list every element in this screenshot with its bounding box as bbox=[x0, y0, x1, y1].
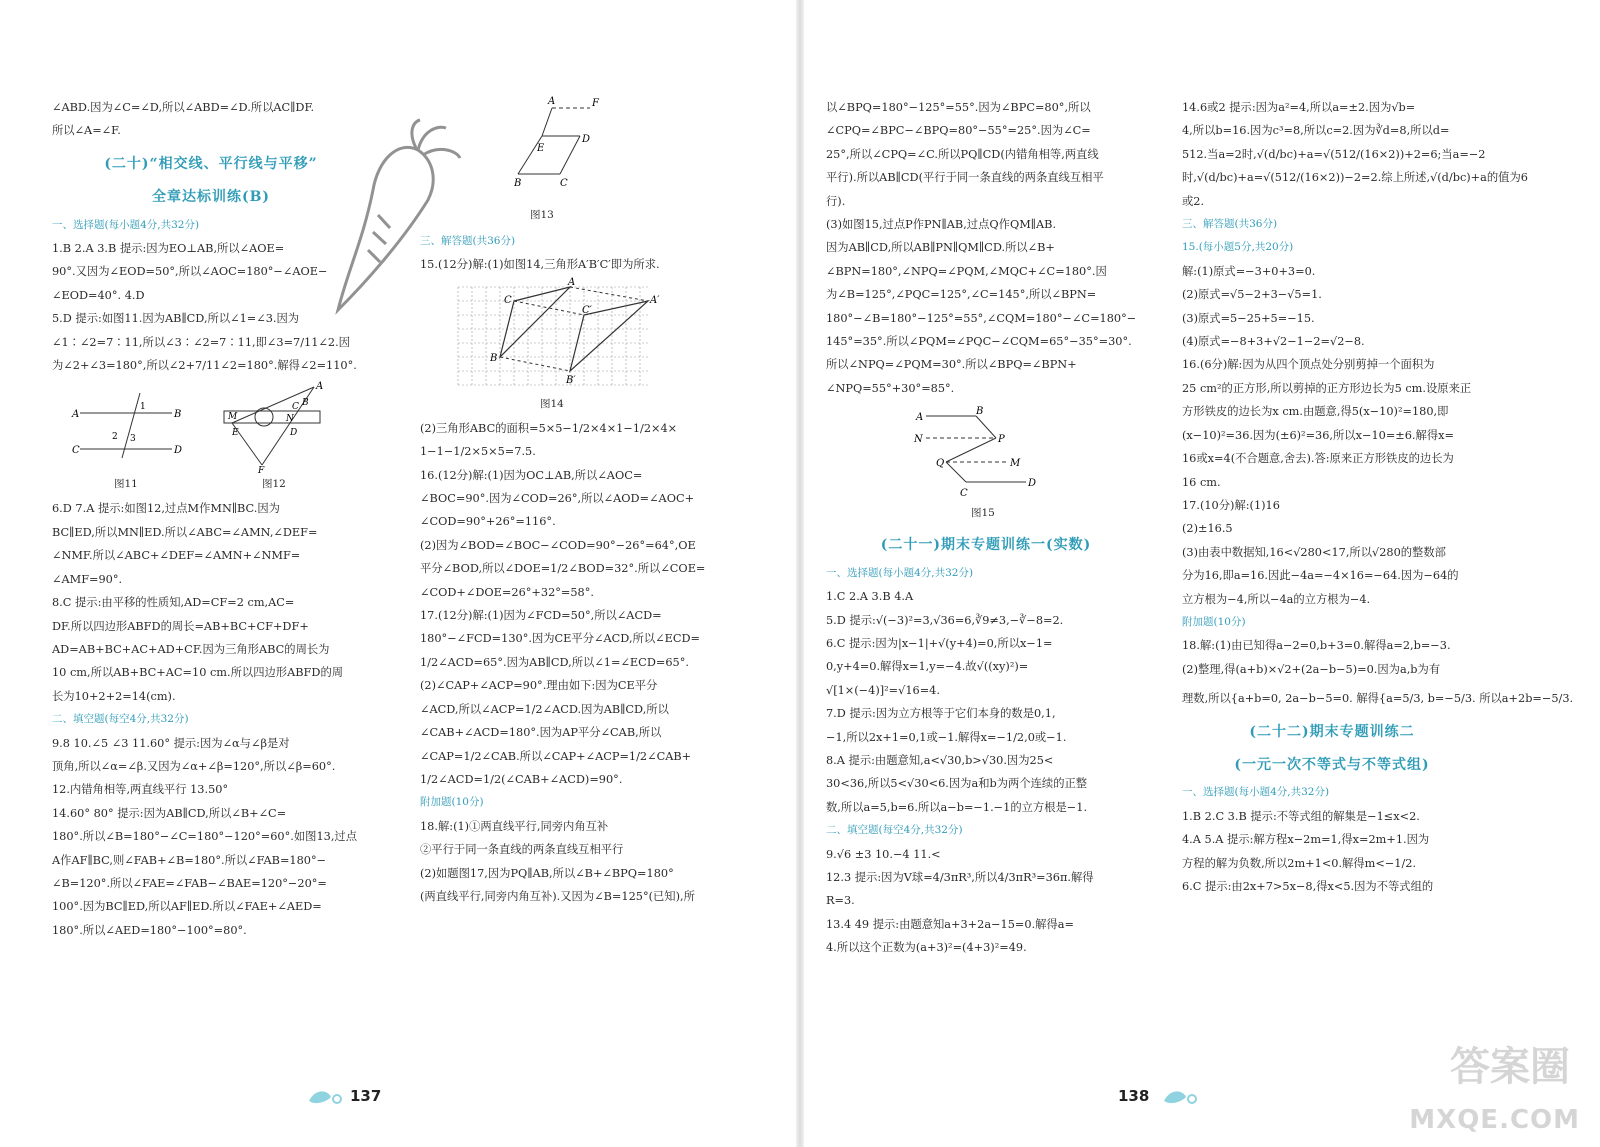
text-line: 180°−∠B=180°−125°=55°,∠CQM=180°−∠C=180°− bbox=[826, 311, 1137, 325]
svg-text:F: F bbox=[258, 466, 265, 477]
text-line: 1.B 2.A 3.B 提示:因为EO⊥AB,所以∠AOE= bbox=[52, 242, 285, 256]
text-line: ∠BOC=90°.因为∠COD=26°,所以∠AOD=∠AOC+ bbox=[420, 492, 695, 506]
text-line: 16或x=4(不合题意,舍去).答:原来正方形铁皮的边长为 bbox=[1182, 452, 1454, 466]
text-line: 12.内错角相等,两直线平行 13.50° bbox=[52, 783, 229, 797]
text-line: 512.当a=2时,√(d/bc)+a=√(512/(16×2))+2=6;当a=−2 bbox=[1182, 147, 1486, 161]
section-subtitle: 全章达标训练(B) bbox=[151, 189, 271, 206]
text-line: AD=AB+BC+AC+AD+CF.因为三角形ABC的周长为 bbox=[52, 642, 330, 656]
figure-13-drawing bbox=[420, 96, 720, 206]
text-line: 5.D 提示:如图11.因为AB∥CD,所以∠1=∠3.因为 bbox=[52, 312, 300, 326]
svg-text:N: N bbox=[914, 434, 923, 446]
text-line: ∠NMF.所以∠ABC+∠DEF=∠AMN+∠NMF= bbox=[52, 549, 301, 563]
text-line: ∠CAB+∠ACD=180°.因为AP平分∠CAB,所以 bbox=[420, 726, 662, 740]
text-line: 以∠BPQ=180°−125°=55°.因为∠BPC=80°,所以 bbox=[826, 101, 1091, 114]
figure-caption: 图11 bbox=[114, 478, 138, 491]
text-line: 长为10+2+2=14(cm). bbox=[52, 689, 176, 703]
svg-text:B: B bbox=[302, 398, 309, 409]
text-line: 1.B 2.C 3.B 提示:不等式组的解集是−1≤x<2. bbox=[1182, 809, 1420, 823]
text-line: 90°.又因为∠EOD=50°,所以∠AOC=180°−∠AOE− bbox=[52, 265, 328, 279]
svg-text:C: C bbox=[960, 488, 968, 500]
leaf-decoration-icon bbox=[305, 1085, 345, 1107]
text-line: −1,所以2x+1=0,1或−1.解得x=−1/2,0或−1. bbox=[826, 730, 1067, 744]
text-line: 8.C 提示:由平移的性质知,AD=CF=2 cm,AC= bbox=[52, 596, 295, 610]
svg-text:A: A bbox=[72, 409, 80, 421]
text-line: ∠ACD,所以∠ACP=1/2∠ACD.因为AB∥CD,所以 bbox=[420, 702, 669, 716]
text-line: ∠CAP=1/2∠CAB.所以∠CAP+∠ACP=1/2∠CAB+ bbox=[420, 749, 692, 763]
text-line: 15.(12分)解:(1)如图14,三角形A′B′C′即为所求. bbox=[420, 258, 660, 272]
section-title: (二十)“相交线、平行线与平移” bbox=[104, 155, 318, 172]
svg-text:C: C bbox=[504, 294, 512, 306]
svg-text:M: M bbox=[228, 412, 238, 423]
section-heading: 三、解答题(共36分) bbox=[1182, 218, 1278, 231]
text-line: ∠EOD=40°. 4.D bbox=[52, 288, 145, 302]
text-line: (2)原式=√5−2+3−√5=1. bbox=[1182, 288, 1322, 302]
svg-text:D: D bbox=[1028, 478, 1037, 490]
svg-text:A: A bbox=[916, 412, 924, 424]
figure-15-drawing bbox=[826, 406, 1146, 502]
svg-text:B: B bbox=[490, 352, 498, 364]
section-heading: 二、填空题(每空4分,共32分) bbox=[826, 824, 963, 837]
text-line: (两直线平行,同旁内角互补).又因为∠B=125°(已知),所 bbox=[420, 889, 695, 903]
figure-11-12 bbox=[52, 383, 370, 491]
text-line: (2)±16.5 bbox=[1182, 522, 1233, 536]
text-line: (2)因为∠BOD=∠BOC−∠COD=90°−26°=64°,OE bbox=[420, 538, 696, 552]
text-line: 0,y+4=0.解得x=1,y=−4.故√((xy)²)= bbox=[826, 660, 1029, 674]
text-line: 145°=35°.所以∠PQM=∠PQC−∠CQM=65°−35°=30°. bbox=[826, 335, 1132, 349]
text-line: ∠BPN=180°,∠NPQ=∠PQM,∠MQC+∠C=180°.因 bbox=[826, 264, 1107, 278]
text-line: ∠CPQ=∠BPC−∠BPQ=80°−55°=25°.因为∠C= bbox=[826, 124, 1091, 138]
figure-caption: 图15 bbox=[971, 507, 995, 520]
watermark-logo bbox=[1390, 1035, 1580, 1135]
section-title: (二十一)期末专题训练一(实数) bbox=[880, 537, 1092, 554]
figure-14-grid bbox=[420, 276, 720, 393]
svg-text:1: 1 bbox=[140, 402, 146, 413]
svg-text:A: A bbox=[548, 96, 556, 107]
text-line: 180°.所以∠AED=180°−100°=80°. bbox=[52, 923, 247, 937]
figure-14 bbox=[420, 276, 720, 411]
text-line: 30<36,所以5<√30<6.因为a和b为两个连续的正整 bbox=[826, 777, 1088, 791]
watermark-url: MXQE.COM bbox=[1409, 1105, 1580, 1135]
text-line: 17.(10分)解:(1)16 bbox=[1182, 498, 1280, 512]
section-heading: 二、填空题(每空4分,共32分) bbox=[52, 713, 189, 726]
text-line: 方程的解为负数,所以2m+1<0.解得m<−1/2. bbox=[1182, 856, 1417, 870]
text-line: 180°−∠FCD=130°.因为CE平分∠ACD,所以∠ECD= bbox=[420, 632, 701, 646]
text-line: 100°.因为BC∥ED,所以AF∥ED.所以∠FAE+∠AED= bbox=[52, 900, 322, 914]
svg-text:B: B bbox=[976, 406, 984, 418]
svg-text:C: C bbox=[560, 178, 568, 189]
text-line: ∠NPQ=55°+30°=85°. bbox=[826, 381, 955, 395]
text-line: 1/2∠ACD=65°.因为AB∥CD,所以∠1=∠ECD=65°. bbox=[420, 655, 689, 669]
svg-text:N: N bbox=[286, 414, 294, 425]
figure-caption: 图13 bbox=[530, 209, 554, 221]
section-heading: 附加题(10分) bbox=[1182, 615, 1246, 628]
page-number-right: 138 bbox=[1118, 1087, 1150, 1105]
figure-caption: 图14 bbox=[540, 397, 564, 410]
text-line: (2)整理,得(a+b)×√2+(2a−b−5)=0.因为a,b为有 bbox=[1182, 662, 1441, 676]
text-line: 16 cm. bbox=[1182, 475, 1221, 489]
text-line: 13.4 49 提示:由题意知a+3+2a−15=0.解得a= bbox=[826, 917, 1074, 931]
text-line: ∠AMF=90°. bbox=[52, 572, 123, 586]
text-line: (3)由表中数据知,16<√280<17,所以√280的整数部 bbox=[1182, 545, 1446, 559]
text-line: BC∥ED,所以MN∥ED.所以∠ABC=∠AMN,∠DEF= bbox=[52, 525, 318, 539]
svg-text:F: F bbox=[592, 98, 599, 109]
text-line: √[1×(−4)]²=√16=4. bbox=[826, 683, 940, 697]
section-heading: 附加题(10分) bbox=[420, 796, 484, 809]
text-line: (3)原式=5−25+5=−15. bbox=[1182, 311, 1315, 325]
text-line: (4)原式=−8+3+√2−1−2=√2−8. bbox=[1182, 335, 1365, 349]
svg-text:M: M bbox=[1010, 458, 1021, 470]
svg-text:A: A bbox=[316, 381, 324, 393]
leaf-decoration-icon bbox=[1160, 1085, 1200, 1107]
text-line: 8.A 提示:由题意知,a<√30,b>√30.因为25< bbox=[826, 753, 1054, 767]
text-line: 6.C 提示:由2x+7>5x−8,得x<5.因为不等式组的 bbox=[1182, 880, 1434, 893]
right-page-col1 bbox=[826, 96, 1146, 960]
svg-text:Q: Q bbox=[936, 458, 945, 470]
left-page-col2 bbox=[420, 90, 720, 908]
text-line: (3)如图15,过点P作PN∥AB,过点Q作QM∥AB. bbox=[826, 218, 1057, 232]
book-gutter bbox=[796, 0, 804, 1147]
text-line: 1−1−1/2×5×5=7.5. bbox=[420, 445, 536, 459]
text-line: 或2. bbox=[1182, 194, 1205, 208]
text-line: 16.(6分)解:因为从四个顶点处分别剪掉一个面积为 bbox=[1182, 358, 1435, 372]
svg-text:E: E bbox=[232, 428, 239, 439]
section-heading: 一、选择题(每小题4分,共32分) bbox=[826, 566, 974, 579]
text-line: 18.解:(1)由已知得a−2=0,b+3=0.解得a=2,b=−3. bbox=[1182, 639, 1451, 653]
text-line: A作AF∥BC,则∠FAB+∠B=180°.所以∠FAB=180°− bbox=[52, 853, 327, 867]
figure-caption: 图12 bbox=[262, 478, 286, 491]
text-line: 5.D 提示:√(−3)²=3,√36=6,∛9≠3,−∛−8=2. bbox=[826, 613, 1064, 627]
text-line: 数,所以a=5,b=6.所以a−b=−1.−1的立方根是−1. bbox=[826, 800, 1088, 814]
text-line: 平行).所以AB∥CD(平行于同一条直线的两条直线互相平 bbox=[826, 171, 1104, 185]
svg-text:D: D bbox=[174, 445, 183, 457]
text-line: (2)如题图17,因为PQ∥AB,所以∠B+∠BPQ=180° bbox=[420, 866, 674, 880]
text-line: 解:(1)原式=−3+0+3=0. bbox=[1182, 264, 1316, 278]
text-line: R=3. bbox=[826, 894, 855, 908]
text-line: 9.8 10.∠5 ∠3 11.60° 提示:因为∠α与∠β是对 bbox=[52, 736, 290, 750]
svg-text:A: A bbox=[568, 276, 576, 288]
svg-text:A′: A′ bbox=[650, 294, 660, 306]
text-line: 顶角,所以∠α=∠β.又因为∠α+∠β=120°,所以∠β=60°. bbox=[52, 759, 336, 773]
section-heading: 一、选择题(每小题4分,共32分) bbox=[1182, 786, 1330, 799]
text-line: 6.D 7.A 提示:如图12,过点M作MN∥BC.因为 bbox=[52, 502, 280, 516]
text-line: 14.6或2 提示:因为a²=4,所以a=±2.因为√b= bbox=[1182, 101, 1416, 114]
text-line: 4,所以b=16.因为c³=8,所以c=2.因为∛d=8,所以d= bbox=[1182, 124, 1450, 138]
text-line: 1.C 2.A 3.B 4.A bbox=[826, 590, 914, 604]
figure-11-12-drawing bbox=[52, 381, 362, 477]
svg-text:P: P bbox=[998, 434, 1005, 446]
text-line: DF.所以四边形ABFD的周长=AB+BC+CF+DF+ bbox=[52, 619, 309, 633]
text-line: 10 cm,所以AB+BC+AC=10 cm.所以四边形ABFD的周 bbox=[52, 666, 344, 680]
text-line: 18.解:(1)①两直线平行,同旁内角互补 bbox=[420, 819, 609, 833]
text-line: 行). bbox=[826, 194, 846, 208]
text-line: 为∠2+∠3=180°,所以∠2+7/11∠2=180°.解得∠2=110°. bbox=[52, 359, 357, 373]
svg-text:C: C bbox=[292, 402, 299, 413]
page-number-left: 137 bbox=[350, 1087, 382, 1105]
text-line: 12.3 提示:因为V球=4/3πR³,所以4/3πR³=36π.解得 bbox=[826, 870, 1094, 884]
text-line: 25 cm²的正方形,所以剪掉的正方形边长为5 cm.设原来正 bbox=[1182, 381, 1472, 395]
section-subtitle: (一元一次不等式与不等式组) bbox=[1234, 756, 1430, 773]
text-line: 6.C 提示:因为|x−1|+√(y+4)=0,所以x−1= bbox=[826, 636, 1053, 650]
section-heading: 一、选择题(每小题4分,共32分) bbox=[52, 218, 200, 231]
svg-text:C: C bbox=[72, 445, 80, 457]
svg-text:B′: B′ bbox=[566, 374, 576, 386]
text-line: ∠B=120°.所以∠FAE=∠FAB−∠BAE=120°−20°= bbox=[52, 876, 327, 890]
text-line: 180°.所以∠B=180°−∠C=180°−120°=60°.如图13,过点 bbox=[52, 830, 357, 844]
text-line: 所以∠NPQ=∠PQM=30°.所以∠BPQ=∠BPN+ bbox=[826, 358, 1077, 372]
text-line: 16.(12分)解:(1)因为OC⊥AB,所以∠AOC= bbox=[420, 468, 643, 482]
text-line: 17.(12分)解:(1)因为∠FCD=50°,所以∠ACD= bbox=[420, 609, 662, 623]
text-line: 7.D 提示:因为立方根等于它们本身的数是0,1, bbox=[826, 707, 1056, 721]
svg-text:D: D bbox=[290, 428, 298, 439]
watermark-title: 答案圈 bbox=[1450, 1044, 1570, 1090]
text-line: 所以∠A=∠F. bbox=[52, 124, 121, 138]
section-heading: 15.(每小题5分,共20分) bbox=[1182, 241, 1294, 254]
svg-text:E: E bbox=[537, 143, 545, 154]
svg-text:C′: C′ bbox=[582, 304, 592, 316]
text-line: 25°,所以∠CPQ=∠C.所以PQ∥CD(内错角相等,两直线 bbox=[826, 147, 1099, 161]
text-line: 4.所以这个正数为(a+3)²=(4+3)²=49. bbox=[826, 941, 1027, 955]
svg-text:B: B bbox=[514, 178, 522, 189]
text-line: 平分∠BOD,所以∠DOE=1/2∠BOD=32°.所以∠COE= bbox=[420, 562, 706, 576]
text-line: 为∠B=125°,∠PQC=125°,∠C=145°,所以∠BPN= bbox=[826, 288, 1097, 302]
left-page-col1 bbox=[52, 96, 370, 942]
text-line: ∠1∶∠2=7∶11,所以∠3∶∠2=7∶11,即∠3=7/11∠2.因 bbox=[52, 335, 350, 349]
text-line: ②平行于同一条直线的两条直线互相平行 bbox=[420, 843, 624, 857]
text-line: ∠COD=90°+26°=116°. bbox=[420, 515, 556, 529]
text-line: 方形铁皮的边长为x cm.由题意,得5(x−10)²=180,即 bbox=[1182, 405, 1449, 419]
text-line: 立方根为−4,所以−4a的立方根为−4. bbox=[1182, 592, 1371, 606]
text-line: (2)三角形ABC的面积=5×5−1/2×4×1−1/2×4× bbox=[420, 421, 678, 435]
text-line: 4.A 5.A 提示:解方程x−2m=1,得x=2m+1.因为 bbox=[1182, 833, 1430, 847]
text-line: 理数,所以{a+b=0, 2a−b−5=0. 解得{a=5/3, b=−5/3. 所以a+2b=−5/3. bbox=[1182, 692, 1574, 706]
text-line: 因为AB∥CD,所以AB∥PN∥QM∥CD.所以∠B+ bbox=[826, 241, 1055, 255]
figure-13 bbox=[420, 96, 720, 224]
svg-text:B: B bbox=[174, 409, 182, 421]
text-line: (x−10)²=36.因为(±6)²=36,所以x−10=±6.解得x= bbox=[1182, 428, 1454, 442]
text-line: 14.60° 80° 提示:因为AB∥CD,所以∠B+∠C= bbox=[52, 806, 287, 820]
text-line: ∠COD+∠DOE=26°+32°=58°. bbox=[420, 585, 594, 599]
svg-text:D: D bbox=[582, 134, 591, 145]
section-title: (二十二)期末专题训练二 bbox=[1249, 723, 1415, 740]
text-line: 9.√6 ±3 10.−4 11.< bbox=[826, 847, 941, 861]
right-page-col2 bbox=[1182, 96, 1574, 898]
text-line: 时,√(d/bc)+a=√(512/(16×2))−2=2.综上所述,√(d/bc)+a的值为6 bbox=[1182, 171, 1528, 185]
svg-text:3: 3 bbox=[130, 434, 136, 445]
text-line: (2)∠CAP+∠ACP=90°.理由如下:因为CE平分 bbox=[420, 679, 658, 693]
section-heading: 三、解答题(共36分) bbox=[420, 235, 516, 247]
figure-15 bbox=[826, 406, 1146, 524]
text-line: 1/2∠ACD=1/2(∠CAB+∠ACD)=90°. bbox=[420, 772, 623, 786]
svg-text:2: 2 bbox=[112, 432, 118, 443]
text-line: ∠ABD.因为∠C=∠D,所以∠ABD=∠D.所以AC∥DF. bbox=[52, 101, 315, 114]
text-line: 分为16,即a=16.因此−4a=−4×16=−64.因为−64的 bbox=[1182, 569, 1459, 583]
